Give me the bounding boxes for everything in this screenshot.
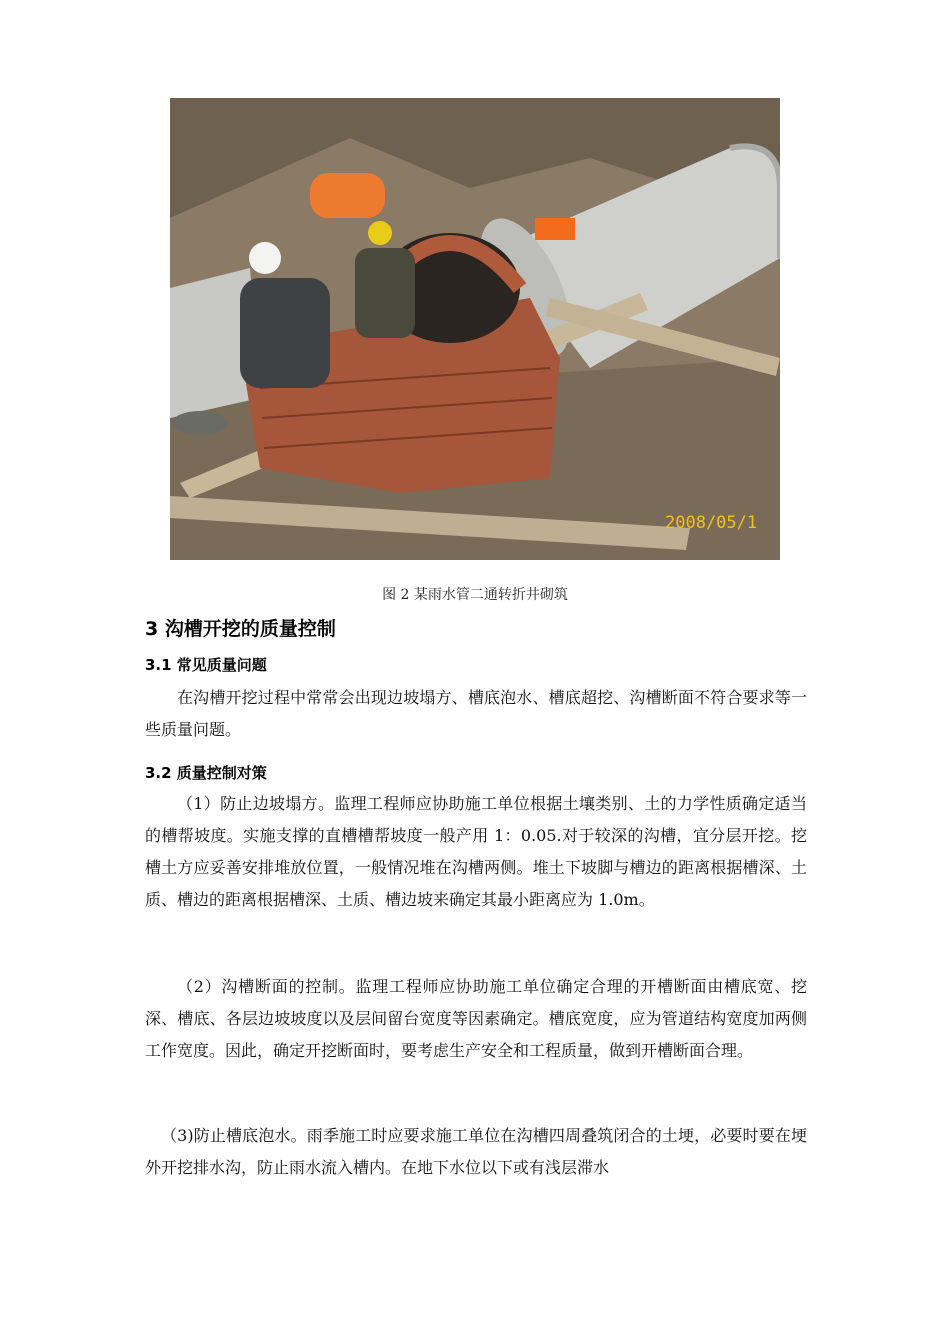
paragraph-slope-collapse: （1）防止边坡塌方。监理工程师应协助施工单位根据土壤类别、土的力学性质确定适当的槽帮坡度。实施支撑的直槽槽帮坡度一般产用 1：0.05.对于较深的沟槽，宜分层开挖。挖槽土方应妥善安排堆放位置，一般情况堆在沟槽两侧。堆土下坡脚与槽边的距离根据槽深、土质、槽边的距离根据槽深、土质、槽边坡来确定其最小距离应为 1.0m。 xyxy=(145,794,807,909)
section-title: 3 沟槽开挖的质量控制 xyxy=(145,618,336,640)
paragraph-common-problems: 在沟槽开挖过程中常常会出现边坡塌方、槽底泡水、槽底超挖、沟槽断面不符合要求等一些质量问题。 xyxy=(145,688,807,739)
subsection-heading-3-1: 3.1 常见质量问题 xyxy=(145,656,267,674)
construction-photo xyxy=(170,98,780,560)
manhole-construction-illustration xyxy=(170,98,780,560)
paragraph-water-prevention: （3)防止槽底泡水。雨季施工时应要求施工单位在沟槽四周叠筑闭合的土埂，必要时要在埂外开挖排水沟，防止雨水流入槽内。在地下水位以下或有浅层滞水 xyxy=(145,1126,807,1177)
paragraph-trench-section: （2）沟槽断面的控制。监理工程师应协助施工单位确定合理的开槽断面由槽底宽、挖深、槽底、各层边坡坡度以及层间留台宽度等因素确定。槽底宽度，应为管道结构宽度加两侧工作宽度。因此，确定开挖断面时，要考虑生产安全和工程质量，做到开槽断面合理。 xyxy=(145,977,807,1060)
photo-timestamp: 2008/05/1 xyxy=(665,513,758,533)
subsection-heading-3-2: 3.2 质量控制对策 xyxy=(145,764,267,782)
figure-caption: 图 2 某雨水管二通转折井砌筑 xyxy=(382,587,568,603)
